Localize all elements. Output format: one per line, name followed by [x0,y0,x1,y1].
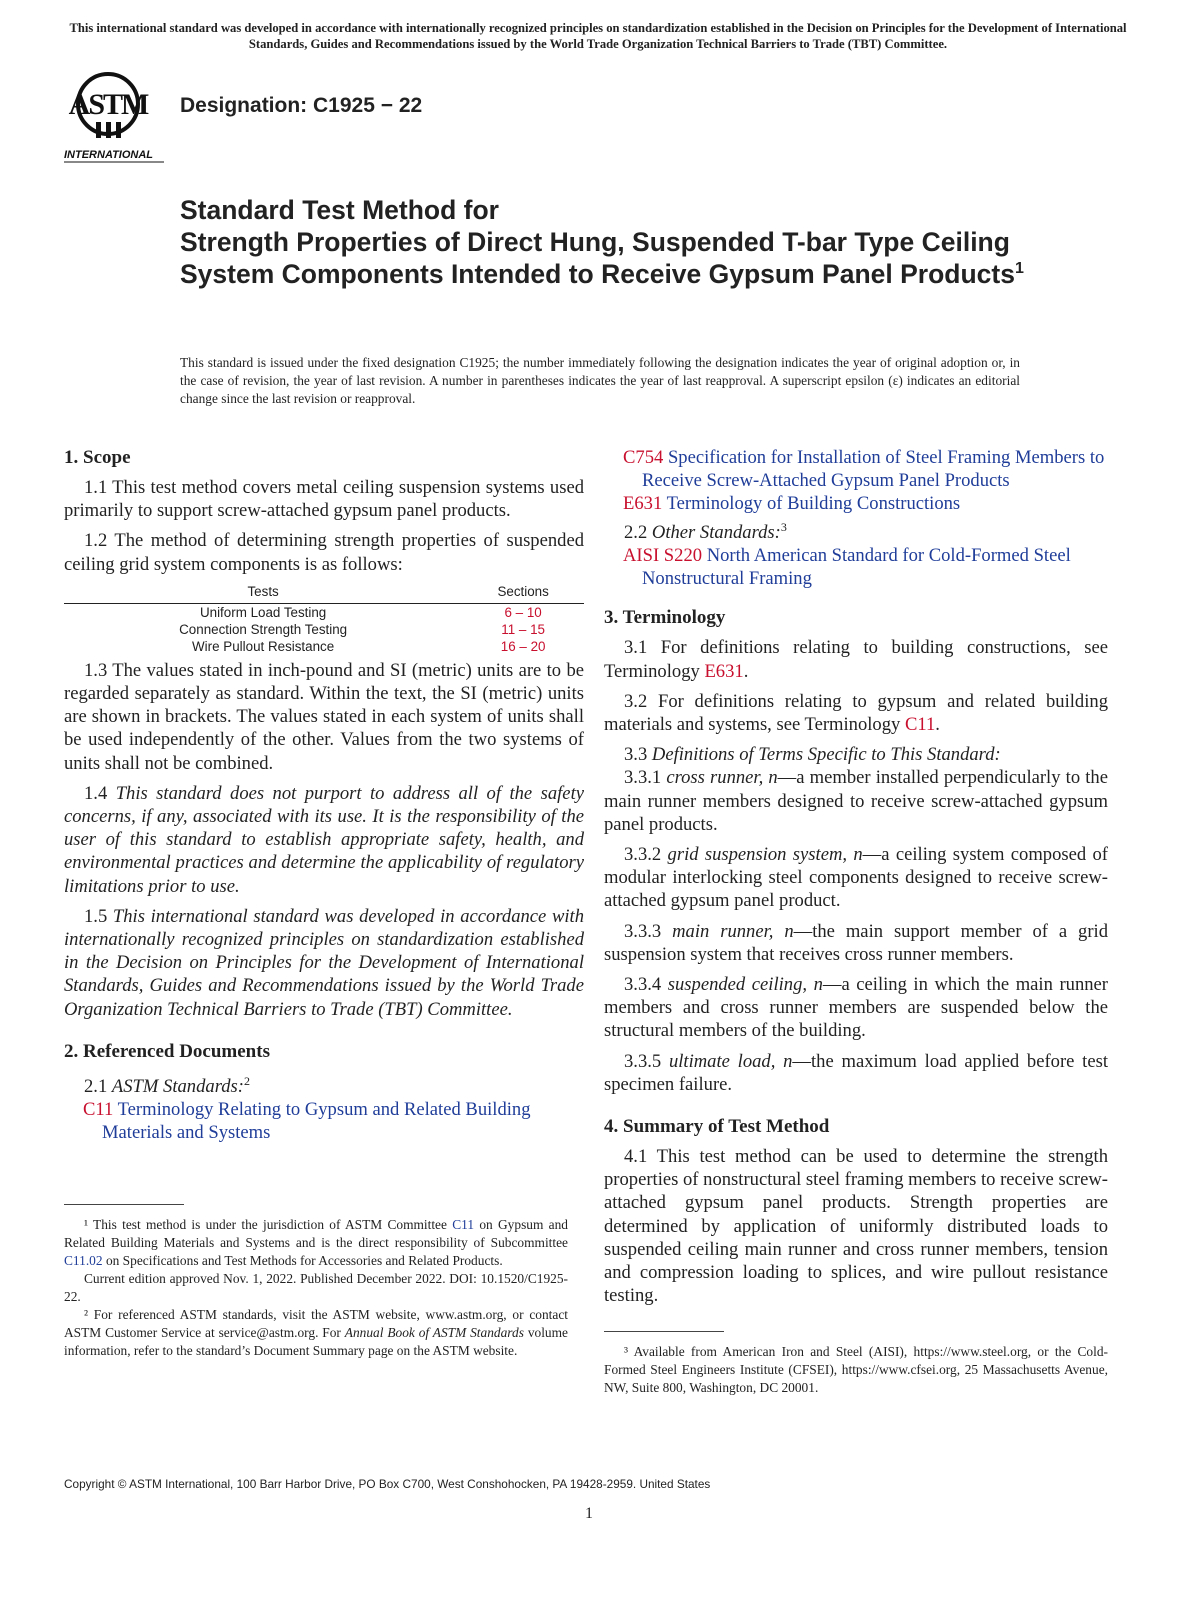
para-4-1: 4.1 This test method can be used to determine the strength properties of nonstructural steel framing members to receive screw-attached gypsum panel products. Strength properties are determined by application of uniformly distributed loads to suspended ceiling main runner and cross runner members, tension and compression loading to splices, and wire pullout resistance testing. [604,1146,1108,1307]
copyright-line: Copyright © ASTM International, 100 Barr Harbor Drive, PO Box C700, West Conshohocken, PA 19428-2959. United States [64,1477,711,1491]
table-row: Wire Pullout Resistance 16 – 20 [64,638,584,655]
tests-table [64,583,584,655]
para-2-1: 2.1 ASTM Standards:$^2$ [84,1073,250,1098]
para-1-3: 1.3 The values stated in inch-pound and SI (metric) units are to be regarded separately as standard. Within the text, the SI (metric) units are shown in brackets. The values stated in each system of units shall be used independently of the other. Values from the two systems of units shall not be combined. [64,659,584,774]
para-3-3: 3.3 Definitions of Terms Specific to This Standard: [624,744,1001,766]
tbt-notice: This international standard was developed in accordance with internationally recognized principles on standardization established in the Decision on Principles for the Development of International Standards, Guides and Recommendations issued by the World Trade Organization Technical Barriers to Trade (TBT) Committee. [69,21,1127,51]
footnote-2: ² For referenced ASTM standards, visit the ASTM website, www.astm.org, or contact ASTM Customer Service at service@astm.org. For Annual Book of ASTM Standards volume information, refer to the standard’s Document Summary page on the ASTM website. [64,1307,568,1358]
footnote-divider [64,1204,184,1205]
footnote-divider [604,1331,724,1332]
section-heading-references: 2. Referenced Documents [64,1040,270,1062]
left-column [64,446,584,1145]
definition-ultimate-load: 3.3.5 ultimate load, n—the maximum load applied before test specimen failure. [604,1050,1108,1095]
definition-main-runner: 3.3.3 main runner, n—the main support member of a grid suspension system that receives cross runner members. [604,920,1108,965]
section-heading-summary: 4. Summary of Test Method [604,1116,830,1138]
footnote-3: ³ Available from American Iron and Steel (AISI), https://www.steel.org, or the Cold-Formed Steel Engineers Institute (CFSEI), https://www.cfsei.org, 25 Massachusetts Avenue, NW, Suite 800, Washington, DC 20001. [604,1344,1108,1395]
issue-note: This standard is issued under the fixed designation C1925; the number immediately following the designation indicates the year of original adoption or, in the case of revision, the year of last revision. A number in parentheses indicates the year of last reapproval. A superscript epsilon (ε) indicates an editorial change since the last revision or reapproval. [180,355,1020,406]
page-number: 1 [585,1505,593,1522]
footnotes-right [604,1343,1108,1397]
para-3-2: 3.2 For definitions relating to gypsum and related building materials and systems, see Terminology C11. [604,690,1108,736]
link-c11[interactable]: C11 [904,714,936,736]
section-link[interactable]: 16 – 20 [500,638,546,654]
para-2-2: 2.2 Other Standards:$^3$ [624,519,787,543]
title-line-2: Strength Properties of Direct Hung, Suspended T-bar Type Ceiling System Components Intended to Receive Gypsum Panel Products$^1$ [180,227,1024,289]
para-1-1: 1.1 This test method covers metal ceiling suspension systems used primarily to support screw-attached gypsum panel products. [64,477,584,522]
logo-word: ASTM [68,88,148,121]
para-1-2: 1.2 The method of determining strength properties of suspended ceiling grid system components is as follows: [64,530,584,575]
astm-logo [60,68,172,164]
footnotes-left [64,1216,568,1360]
definition-suspended-ceiling: 3.3.4 suspended ceiling, n—a ceiling in which the main runner members and cross runner members are suspended below the structural members of the building. [604,974,1108,1042]
title-line-1: Standard Test Method for [180,195,499,225]
table-row: Connection Strength Testing 11 – 15 [64,621,584,638]
definition-grid-suspension-system: 3.3.2 grid suspension system, n—a ceiling system composed of modular interlocking steel components designed to receive screw-attached gypsum panel product. [604,844,1108,912]
designation: Designation: C1925 − 22 [180,94,423,117]
document-title [180,194,1040,290]
section-heading-scope: 1. Scope [64,447,131,468]
section-link[interactable]: 6 – 10 [504,604,542,620]
table-row: Uniform Load Testing 6 – 10 [64,603,584,621]
reference-e631[interactable]: E631 Terminology of Building Constructions [623,493,961,515]
reference-aisi-s220[interactable]: AISI S220 North American Standard for Cold-Formed Steel Nonstructural Framing [623,545,1071,590]
reference-c754[interactable]: C754 Specification for Installation of Steel Framing Members to Receive Screw-Attached Gypsum Panel Products [623,447,1105,492]
logo-sub: INTERNATIONAL [64,149,154,161]
reference-c11[interactable]: C11 Terminology Relating to Gypsum and Related Building Materials and Systems [83,1099,531,1144]
section-link[interactable]: 11 – 15 [501,621,545,637]
right-column [604,446,1108,1314]
para-3-1: 3.1 For definitions relating to building constructions, see Terminology E631. [604,637,1108,682]
para-1-4: 1.4 This standard does not purport to address all of the safety concerns, if any, associated with its use. It is the responsibility of the user of this standard to establish appropriate safety, health, and environmental practices and determine the applicability of regulatory limitations prior to use. [64,782,584,897]
link-e631[interactable]: E631 [704,660,744,682]
para-1-5: 1.5 This international standard was developed in accordance with internationally recognized principles on standardization established in the Decision on Principles for the Development of International Standards, Guides and Recommendations issued by the World Trade Organization Technical Barriers to Trade (TBT) Committee. [64,905,584,1020]
section-heading-terminology: 3. Terminology [604,607,726,629]
table-header-sections: Sections [462,583,584,604]
definition-cross-runner: 3.3.1 cross runner, n—a member installed perpendicularly to the main runner members designed to receive screw-attached gypsum panel products. [604,767,1108,835]
footnote-1: ¹ This test method is under the jurisdiction of ASTM Committee C11 on Gypsum and Related Building Materials and Systems and is the direct responsibility of Subcommittee C11.02 on Specifications and Test Methods for Accessories and Related Products. [64,1217,568,1268]
footnote-1-edition: Current edition approved Nov. 1, 2022. Published December 2022. DOI: 10.1520/C1925-22. [64,1271,568,1304]
table-header-tests: Tests [64,583,462,604]
